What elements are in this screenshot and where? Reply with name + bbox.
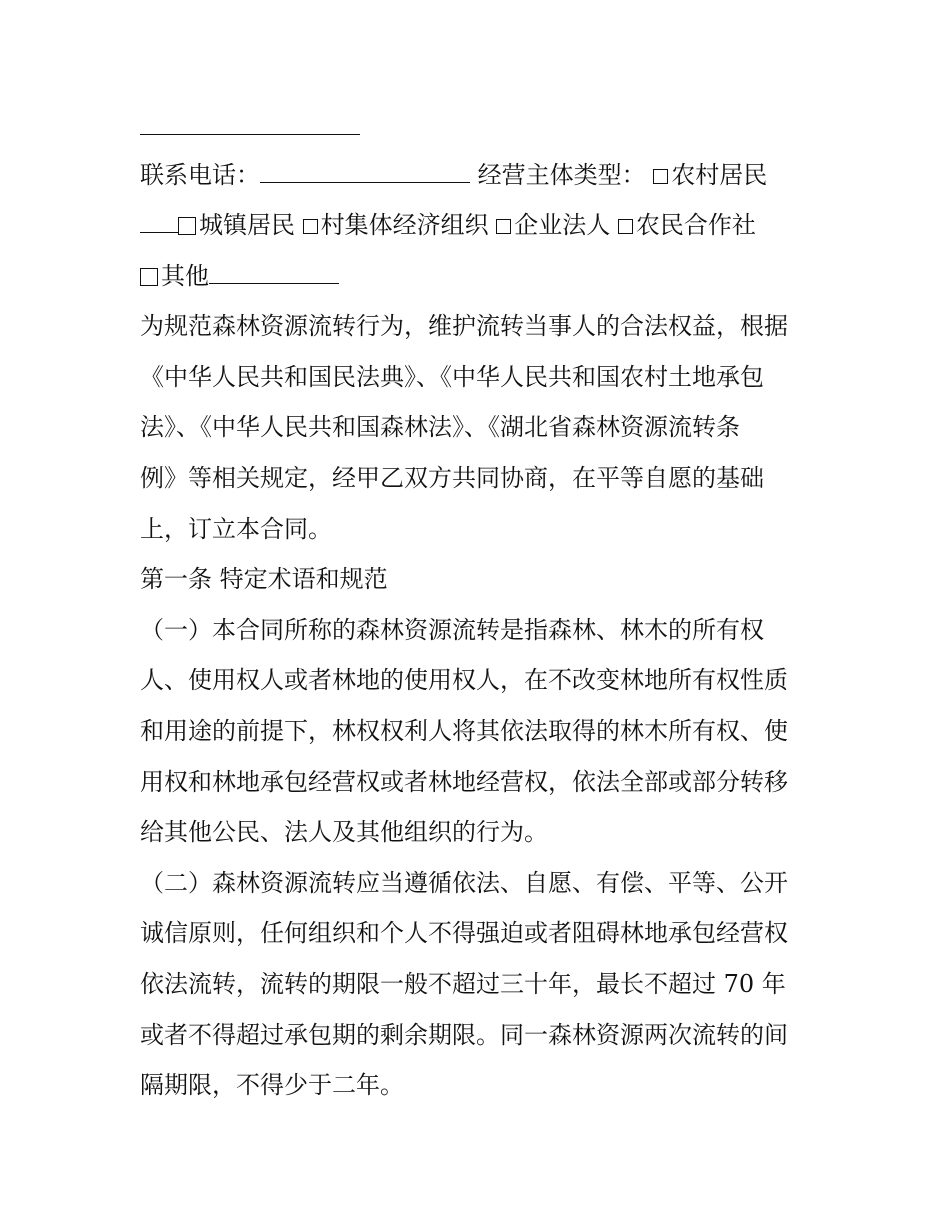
article1-item1-line: （一）本合同所称的森林资源流转是指森林、林木的所有权 <box>140 616 764 644</box>
rural-blank[interactable] <box>140 210 178 233</box>
article1-item2-line: 诚信原则，任何组织和个人不得强迫或者阻碍林地承包经营权 <box>140 919 788 947</box>
article1-title: 第一条 特定术语和规范 <box>140 565 388 593</box>
checkbox-other[interactable] <box>140 268 158 286</box>
checkbox-enterprise[interactable] <box>496 219 511 234</box>
other-row <box>140 261 820 291</box>
option-other: 其他 <box>161 262 209 290</box>
preamble-line: 为规范森林资源流转行为，维护流转当事人的合法权益，根据 <box>140 312 788 340</box>
phone-label: 联系电话： <box>140 161 260 189</box>
article1-item2-line: （二）森林资源流转应当遵循依法、自愿、有偿、平等、公开 <box>140 869 788 897</box>
option-enterprise: 企业法人 <box>514 211 611 239</box>
blank-line <box>140 134 360 135</box>
checkbox-village-collective[interactable] <box>303 219 318 234</box>
article1-item1-line: 人、使用权人或者林地的使用权人，在不改变林地所有权性质 <box>140 666 788 694</box>
article1-item2-line: 或者不得超过承包期的剩余期限。同一森林资源两次流转的间 <box>140 1021 788 1049</box>
entity-type-label: 经营主体类型： <box>477 161 646 189</box>
preamble-line: 例》等相关规定，经甲乙双方共同协商，在平等自愿的基础 <box>140 464 764 492</box>
phone-entity-row <box>140 160 820 190</box>
phone-blank[interactable] <box>260 160 470 183</box>
preamble-line: 法》、《中华人民共和国森林法》、《湖北省森林资源流转条 <box>140 413 740 441</box>
checkbox-urban[interactable] <box>178 217 196 235</box>
preamble-line: 上，订立本合同。 <box>140 515 332 543</box>
article1-item1-line: 和用途的前提下，林权权利人将其依法取得的林木所有权、使 <box>140 717 788 745</box>
checkbox-coop[interactable] <box>618 219 633 234</box>
options-row <box>140 210 820 240</box>
other-blank[interactable] <box>209 261 339 284</box>
preamble-line: 《中华人民共和国民法典》、《中华人民共和国农村土地承包 <box>140 363 764 391</box>
article1-item1-line: 给其他公民、法人及其他组织的行为。 <box>140 818 548 846</box>
option-urban: 城镇居民 <box>199 211 295 239</box>
checkbox-rural[interactable] <box>653 169 668 184</box>
option-rural: 农村居民 <box>671 161 768 189</box>
article1-item2-line: 依法流转，流转的期限一般不超过三十年，最长不超过 70 年 <box>140 970 786 998</box>
option-village-collective: 村集体经济组织 <box>320 211 489 239</box>
article1-item2-line: 隔期限，不得少于二年。 <box>140 1071 404 1099</box>
option-coop: 农民合作社 <box>635 211 756 239</box>
article1-item1-line: 用权和林地承包经营权或者林地经营权，依法全部或部分转移 <box>140 768 788 796</box>
